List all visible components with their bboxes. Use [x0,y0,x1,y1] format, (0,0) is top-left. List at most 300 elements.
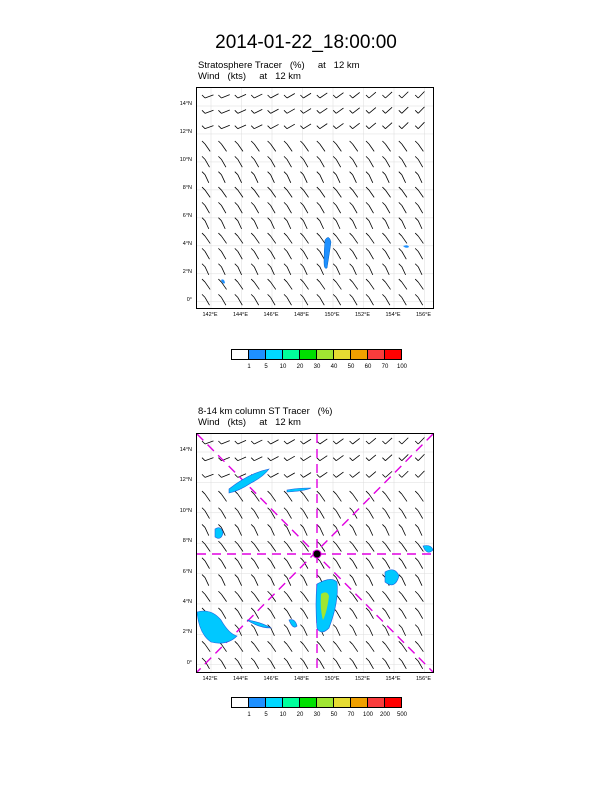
column-tracer-map [196,433,434,673]
colorbar-swatch [248,697,266,708]
wind-barb [251,264,258,275]
wind-barb [268,541,276,551]
wind-barb [300,279,308,289]
wind-barb [218,202,226,213]
wind-barb [317,108,327,113]
wind-barb [382,141,390,151]
wind-barb [218,187,226,197]
wind-barb [382,92,392,98]
tracer-blob [289,620,297,628]
wind-barb [235,264,242,275]
lon-label: 146°E [263,312,279,318]
lon-label: 142°E [202,676,218,682]
wind-barb [415,591,423,601]
wind-barb [333,93,343,98]
wind-barb [399,575,406,586]
lon-label: 144°E [232,676,249,682]
wind-barb [366,508,374,519]
panel2-title: 8-14 km column ST Tracer (%) [198,406,333,417]
colorbar-swatch [350,697,368,708]
wind-barb [366,541,374,551]
wind-barb [399,608,407,619]
wind-barb [235,110,246,114]
colorbar-label: 5 [264,364,268,370]
wind-barb [382,491,390,501]
wind-barb [284,491,292,501]
wind-barb [284,187,292,197]
colorbar-label: 30 [313,364,321,370]
wind-barb [350,591,358,601]
wind-barb [235,94,246,98]
wind-barb [333,141,341,151]
wind-barb [399,248,407,259]
wind-barb [218,491,226,501]
wind-barb [218,294,226,305]
wind-barb [333,172,340,183]
lat-label: 4°N [182,598,192,605]
wind-barb [218,474,229,477]
wind-barb [317,172,324,183]
wind-barb [235,248,243,259]
colorbar-swatch [367,349,385,360]
wind-barb [350,455,360,461]
wind-barb [399,233,407,243]
wind-barb [366,172,373,183]
wind-barb [284,109,295,114]
wind-barb [300,524,307,535]
wind-barb [268,172,275,183]
lon-label: 156°E [415,676,432,682]
lat-label: 0° [186,296,192,303]
wind-barb [218,441,229,444]
wind-barb [251,524,258,535]
wind-barb [268,202,276,213]
colorbar-label: 30 [313,712,321,718]
wind-barb [399,471,408,477]
wind-barb [268,294,276,305]
wind-barb [317,233,325,243]
wind-barb [251,294,259,305]
page-title: 2014-01-22_18:00:00 [215,32,397,53]
wind-barb [382,172,389,183]
wind-barb [333,218,340,229]
wind-barb [218,141,226,151]
wind-barb [382,123,392,129]
wind-barb [268,608,276,619]
lon-label: 142°E [202,312,218,318]
wind-barb [399,122,408,128]
wind-barb [202,575,209,586]
wind-barb [317,93,327,98]
wind-barb [382,279,390,289]
wind-barb [300,508,308,519]
wind-barb [235,558,243,569]
lon-label: 154°E [385,312,401,318]
wind-barb [366,472,376,478]
wind-barb [317,472,327,477]
wind-barb [415,608,423,619]
colorbar-swatch [384,349,402,360]
lon-label: 148°E [293,676,310,682]
wind-barb [251,457,262,461]
lat-label: 12°N [179,128,192,135]
wind-barb [333,658,341,669]
colorbar-label: 70 [381,364,389,370]
wind-barb [317,658,325,669]
wind-barb [350,658,358,669]
tracer-blob [229,469,269,493]
wind-barb [366,658,374,669]
wind-barb [300,591,308,601]
wind-barb [268,187,276,197]
wind-barb [284,172,291,183]
wind-barb [399,558,407,569]
wind-barb [399,541,407,551]
wind-barb [268,124,279,128]
wind-barb [251,218,258,229]
wind-barb [333,508,341,519]
wind-barb [415,524,422,535]
wind-barb [333,108,343,113]
wind-barb [284,94,295,99]
wind-barb [350,202,358,213]
tracer-blob [287,488,311,492]
colorbar-swatch [333,349,351,360]
wind-barb [268,141,276,151]
wind-barb [399,107,408,113]
colorbar-label: 20 [296,364,304,370]
wind-barb [333,641,341,651]
wind-barb [218,541,226,551]
wind-barb [333,248,341,259]
wind-barb [251,202,259,213]
colorbar-label: 60 [364,364,372,370]
wind-barb [202,264,209,275]
wind-barb [284,264,291,275]
wind-barb [251,233,259,243]
wind-barb [251,558,259,569]
wind-barb [415,92,424,98]
lon-label: 150°E [324,312,340,318]
colorbar-swatch [282,349,300,360]
wind-barb [333,455,343,460]
wind-barb [366,202,374,213]
wind-barb [268,658,276,669]
colorbar-label: 20 [296,712,304,718]
wind-barb [284,218,291,229]
center-marker [313,550,321,558]
lat-label: 2°N [182,268,192,275]
wind-barb [350,123,360,129]
wind-barb [202,187,210,197]
wind-barb [284,202,292,213]
wind-barb [300,456,311,461]
lat-label: 14°N [179,447,192,453]
wind-barb [366,187,374,197]
wind-barb [317,439,327,444]
wind-barb [202,491,210,501]
wind-barb [366,294,374,305]
wind-barb [300,141,308,151]
wind-barb [350,92,360,98]
wind-barb [382,641,390,651]
wind-barb [317,491,325,501]
wind-barb [300,491,308,501]
wind-barb [251,172,258,183]
lat-label: 12°N [179,477,192,484]
wind-barb [251,591,259,601]
wind-barb [218,558,226,569]
wind-barb [251,641,259,651]
lat-label: 6°N [182,568,192,575]
wind-barb [366,524,373,535]
wind-barb [300,575,307,586]
wind-barb [350,541,358,551]
wind-barb [300,93,311,98]
wind-barb [382,455,392,461]
wind-barb [350,294,358,305]
wind-barb [235,608,243,619]
wind-barb [251,440,262,444]
wind-barb [235,508,243,519]
wind-barb [284,541,292,551]
colorbar-label: 100 [396,364,407,370]
wind-barb [333,294,341,305]
wind-barb [202,126,213,129]
wind-barb [382,107,392,113]
wind-barb [251,125,262,129]
wind-barb [366,248,374,259]
wind-barb [202,172,209,183]
wind-barb [399,524,406,535]
wind-barb [284,558,292,569]
wind-barb [284,508,292,519]
colorbar-swatch [367,697,385,708]
wind-barb [366,233,374,243]
wind-barb [235,294,243,305]
wind-barb [268,264,275,275]
wind-barb [366,279,374,289]
wind-barb [415,218,422,229]
wind-barb [350,472,360,478]
wind-barb [415,107,424,113]
tracer-blob [385,570,399,585]
wind-barb [251,141,259,151]
wind-barb [350,108,360,114]
wind-barb [366,575,373,586]
colorbar-swatch [248,349,266,360]
colorbar-label: 70 [347,712,355,718]
wind-barb [399,591,407,601]
wind-barb [251,575,258,586]
colorbar-label: 200 [379,712,390,718]
wind-barb [218,658,226,669]
colorbar-swatch [316,349,334,360]
wind-barb [218,172,225,183]
wind-barb [284,233,292,243]
wind-barb [382,264,389,275]
wind-barb [268,279,276,289]
wind-barb [382,658,390,669]
wind-barb [317,641,325,651]
wind-barb [235,218,242,229]
wind-barb [251,94,262,98]
wind-barb [415,471,424,477]
wind-barb [235,440,246,444]
wind-barb [382,294,390,305]
colorbar-label: 500 [396,712,407,718]
wind-barb [284,658,292,669]
lon-label: 152°E [354,312,371,318]
colorbar-1 [232,349,402,360]
wind-barb [366,141,374,151]
wind-barb [333,491,341,501]
wind-barb [350,438,360,444]
wind-barb [350,141,358,151]
lat-label: 10°N [179,156,192,163]
tracer-blob [215,528,223,539]
wind-barb [415,202,423,213]
wind-barb [415,248,423,259]
wind-barb [202,294,210,305]
map2-canvas [197,434,433,672]
tracer-blob [324,237,331,268]
wind-barb [382,471,392,477]
wind-barb [202,591,210,601]
wind-barb [382,541,390,551]
wind-barb [399,141,407,151]
wind-barb [218,248,226,259]
colorbar-label: 10 [279,364,287,370]
wind-barb [300,608,308,619]
wind-barb [366,608,374,619]
tracer-blob [247,620,271,628]
wind-barb [317,248,325,259]
wind-barb [415,172,422,183]
stratosphere-tracer-map [196,87,434,309]
wind-barb [415,575,422,586]
wind-barb [202,218,209,229]
wind-barb [268,440,279,444]
wind-barb [366,438,376,444]
wind-barb [218,233,226,243]
wind-barb [399,92,408,98]
wind-barb [202,524,209,535]
wind-barb [317,218,324,229]
wind-barb [415,122,424,128]
lat-label: 8°N [182,184,192,191]
tracer-blob [197,611,237,643]
wind-barb [350,608,358,619]
wind-barb [382,558,390,569]
wind-barb [415,438,424,444]
wind-barb [317,294,325,305]
wind-barb [268,248,276,259]
colorbar-swatch [350,349,368,360]
wind-barb [350,508,358,519]
colorbar-swatch [265,697,283,708]
wind-barb [382,438,392,444]
colorbar-label: 1 [247,712,251,718]
wind-barb [350,641,358,651]
wind-barb [366,264,373,275]
wind-barb [382,591,390,601]
lon-label: 144°E [232,312,249,318]
lon-label: 152°E [354,676,371,682]
lat-label: 4°N [182,240,192,247]
wind-barb [202,558,210,569]
wind-barb [202,95,213,98]
wind-barb [300,439,311,444]
map1-canvas [197,88,433,308]
wind-barb [300,641,308,651]
wind-barb [333,472,343,477]
wind-barb [350,233,358,243]
wind-barb [350,575,357,586]
wind-barb [300,172,307,183]
wind-barb [317,202,325,213]
wind-barb [202,141,210,151]
colorbar-swatch [299,349,317,360]
wind-barb [218,575,225,586]
wind-barb [300,264,307,275]
wind-barb [235,575,242,586]
wind-barb [366,123,376,129]
lon-label: 146°E [263,676,279,682]
wind-barb [218,591,226,601]
colorbar-label: 50 [347,364,355,370]
wind-barb [268,473,279,477]
wind-barb [415,491,423,501]
panel1-title: Stratosphere Tracer (%) at 12 km [198,60,360,71]
colorbar-swatch [333,697,351,708]
colorbar-label: 50 [330,712,338,718]
wind-barb [333,202,341,213]
wind-barb [284,591,292,601]
wind-barb [268,94,279,98]
colorbar-swatch [265,349,283,360]
wind-barb [218,95,229,98]
colorbar-swatch [299,697,317,708]
wind-barb [268,233,276,243]
wind-barb [333,439,343,444]
wind-barb [218,125,229,128]
wind-barb [382,508,390,519]
wind-barb [399,438,408,444]
wind-barb [317,264,324,275]
wind-barb [317,508,325,519]
wind-barb [333,264,340,275]
wind-barb [366,591,374,601]
wind-barb [284,141,292,151]
wind-barb [415,264,422,275]
wind-barb [284,524,291,535]
wind-barb [382,248,390,259]
wind-barb [251,541,259,551]
wind-barb [317,279,325,289]
wind-barb [333,541,341,551]
wind-barb [382,187,390,197]
wind-barb [300,233,308,243]
wind-barb [300,218,307,229]
wind-barb [399,658,407,669]
wind-barb [366,108,376,114]
wind-barb [399,202,407,213]
wind-barb [251,279,259,289]
wind-barb [235,202,243,213]
wind-barb [382,233,390,243]
wind-barb [218,218,225,229]
